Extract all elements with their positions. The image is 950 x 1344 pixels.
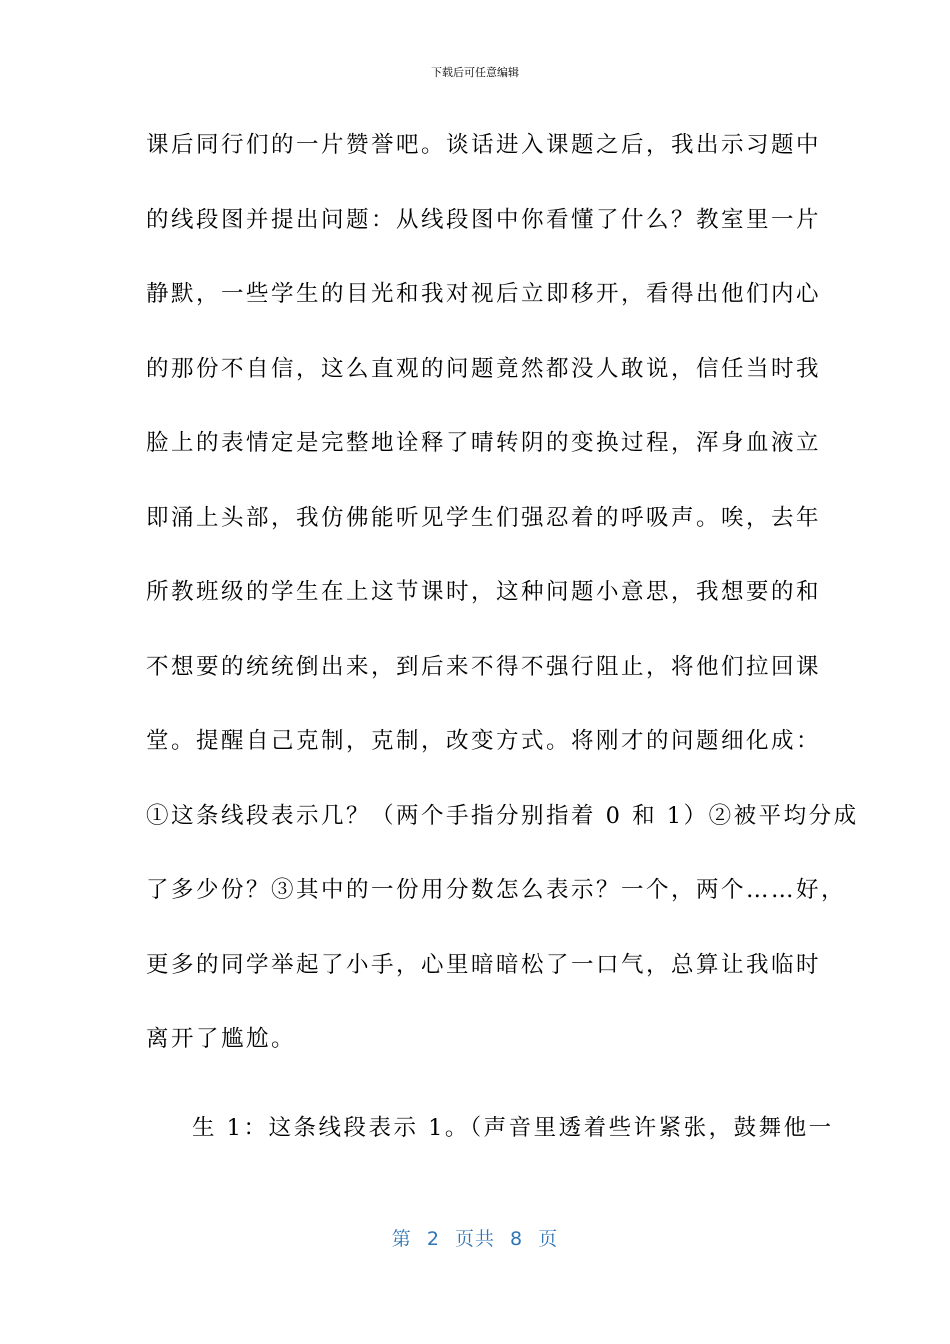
- text-line: 不想要的统统倒出来，到后来不得不强行阻止，将他们拉回课: [146, 653, 822, 680]
- text-line: ①这条线段表示几？（两个手指分别指着 0 和 1）②被平均分成: [146, 802, 859, 829]
- text-line: 的那份不自信，这么直观的问题竟然都没人敢说，信任当时我: [146, 355, 822, 382]
- text-line: 堂。提醒自己克制，克制，改变方式。将刚才的问题细化成：: [146, 728, 822, 754]
- page-header-note: 下载后可任意编辑: [431, 66, 519, 79]
- footer-prefix: 第: [391, 1228, 412, 1250]
- footer-middle: 页共: [454, 1228, 495, 1250]
- footer-total-pages: 8: [510, 1228, 524, 1250]
- text-line: 更多的同学举起了小手，心里暗暗松了一口气，总算让我临时: [146, 951, 822, 978]
- text-line: 脸上的表情定是完整地诠释了晴转阴的变换过程，浑身血液立: [146, 430, 822, 456]
- text-line: 了多少份？③其中的一份用分数怎么表示？一个，两个……好，: [146, 877, 847, 903]
- text-line: 离开了尴尬。: [146, 1026, 297, 1052]
- text-line: 的线段图并提出问题：从线段图中你看懂了什么？教室里一片: [146, 206, 822, 233]
- footer-suffix: 页: [538, 1228, 559, 1250]
- page-footer: [0, 1226, 950, 1252]
- footer-page-number: 2: [426, 1228, 440, 1250]
- text-line: 静默，一些学生的目光和我对视后立即移开，看得出他们内心: [146, 281, 822, 307]
- paragraph-gap: [146, 1095, 808, 1109]
- text-line: 即涌上头部，我仿佛能听见学生们强忍着的呼吸声。唉，去年: [146, 504, 822, 531]
- text-line: 课后同行们的一片赞誉吧。谈话进入课题之后，我出示习题中: [146, 132, 822, 158]
- document-body: [146, 126, 859, 1183]
- text-line: 所教班级的学生在上这节课时，这种问题小意思，我想要的和: [146, 579, 822, 605]
- paragraph-start-line: 生 1：这条线段表示 1。（声音里透着些许紧张，鼓舞他一: [192, 1114, 834, 1141]
